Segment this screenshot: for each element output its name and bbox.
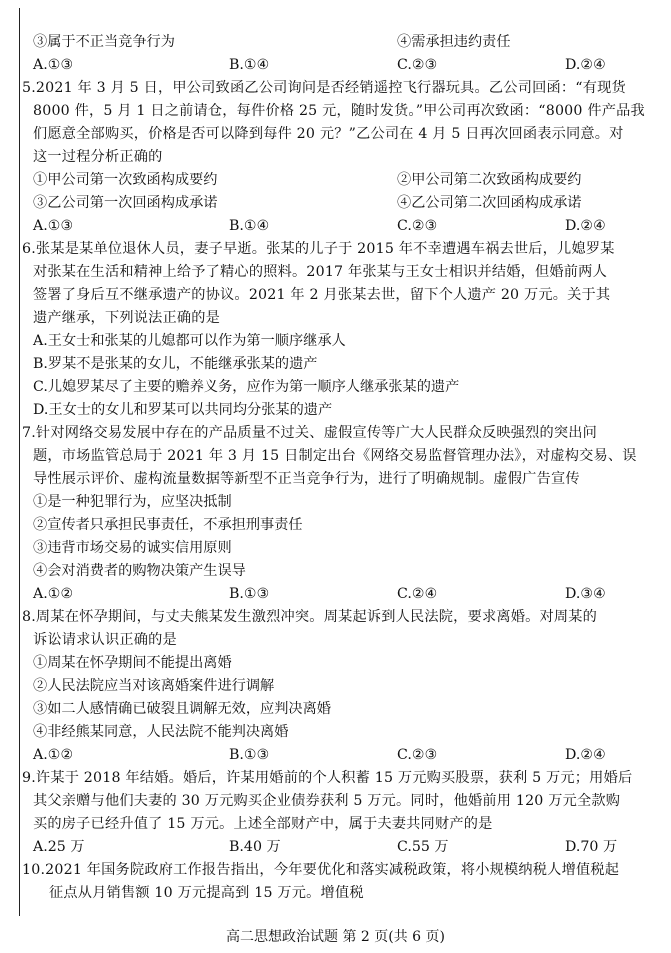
q9-choice-c: C.55 万 xyxy=(397,839,449,855)
q8-choice-b: B.①③ xyxy=(229,747,270,763)
q7-item-1: ①是一种犯罪行为，应坚决抵制 xyxy=(33,494,232,510)
q5-item-2: ②甲公司第二次致函构成要约 xyxy=(397,172,582,188)
q4-choice-b: B.①④ xyxy=(229,57,270,73)
q6-stem-line: 对张某在生活和精神上给予了精心的照料。2017 年张某与王女士相识并结婚，但婚前两人 xyxy=(33,264,607,280)
q8-stem-line: 8.周某在怀孕期间，与丈夫熊某发生激烈冲突。周某起诉到人民法院，要求离婚。对周某的 xyxy=(22,609,598,625)
q7-choice-c: C.②④ xyxy=(397,586,438,602)
q9-choice-a: A.25 万 xyxy=(33,839,85,855)
q6-choice-c: C.儿媳罗某尽了主要的赡养义务，应作为第一顺序人继承张某的遗产 xyxy=(33,379,460,395)
q7-choice-d: D.③④ xyxy=(565,586,606,602)
q8-item-4: ④非经熊某同意，人民法院不能判决离婚 xyxy=(33,724,289,740)
q5-stem-line: 们愿意全部购买，价格是否可以降到每件 20 元？”乙公司在 4 月 5 日再次回函表示同意。对 xyxy=(33,126,624,142)
q5-stem-line: 8000 件，5 月 1 日之前请仓，每件价格 25 元，随时发货。”甲公司再次致函：“8000 件产品我 xyxy=(33,103,645,119)
q6-choice-a: A.王女士和张某的儿媳都可以作为第一顺序继承人 xyxy=(33,333,346,349)
q6-choice-d: D.王女士的女儿和罗某可以共同均分张某的遗产 xyxy=(33,402,333,418)
q9-stem-line: 其父亲赠与他们夫妻的 30 万元购买企业债券获利 5 万元。同时，他婚前用 120 万元全款购 xyxy=(33,793,621,809)
q7-choice-a: A.①② xyxy=(33,586,74,602)
q5-choice-d: D.②④ xyxy=(565,218,606,234)
q7-item-4: ④会对消费者的购物决策产生误导 xyxy=(33,563,246,579)
q10-stem-line: 征点从月销售额 10 万元提高到 15 万元。增值税 xyxy=(49,885,364,901)
q8-choice-d: D.②④ xyxy=(565,747,606,763)
q8-item-1: ①周某在怀孕期间不能提出离婚 xyxy=(33,655,232,671)
q7-choice-b: B.①③ xyxy=(229,586,270,602)
q9-stem-line: 9.许某于 2018 年结婚。婚后，许某用婚前的个人积蓄 15 万元购买股票，获利 5 万元；用婚后 xyxy=(22,770,633,786)
q8-stem-line: 诉讼请求认识正确的是 xyxy=(33,632,177,648)
q4-item-4: ④需承担违约责任 xyxy=(397,34,511,50)
q8-choice-c: C.②③ xyxy=(397,747,438,763)
q7-item-2: ②宣传者只承担民事责任，不承担刑事责任 xyxy=(33,517,303,533)
q7-item-3: ③违背市场交易的诚实信用原则 xyxy=(33,540,232,556)
q8-choice-a: A.①② xyxy=(33,747,74,763)
q9-choice-b: B.40 万 xyxy=(229,839,281,855)
q5-stem-line: 这一过程分析正确的 xyxy=(33,149,163,165)
binding-margin-line xyxy=(19,8,20,916)
q4-item-3: ③属于不正当竞争行为 xyxy=(33,34,175,50)
q5-item-4: ④乙公司第二次回函构成承诺 xyxy=(397,195,582,211)
q7-stem-line: 7.针对网络交易发展中存在的产品质量不过关、虚假宣传等广大人民群众反映强烈的突出问 xyxy=(22,425,598,441)
q5-stem-line: 5.2021 年 3 月 5 日，甲公司致函乙公司询问是否经销遥控飞行器玩具。乙公司回函：“有现货 xyxy=(22,80,626,96)
q4-choice-d: D.②④ xyxy=(565,57,606,73)
page-footer: 高二思想政治试题 第 2 页(共 6 页) xyxy=(226,929,445,945)
q8-item-3: ③如二人感情确已破裂且调解无效，应判决离婚 xyxy=(33,701,331,717)
q7-stem-line: 题，市场监管总局于 2021 年 3 月 15 日制定出台《网络交易监督管理办法》，对虚构交易、误 xyxy=(33,448,637,464)
q5-choice-b: B.①④ xyxy=(229,218,270,234)
q9-stem-line: 买的房子已经升值了 15 万元。上述全部财产中，属于夫妻共同财产的是 xyxy=(33,816,493,832)
q5-item-3: ③乙公司第一次回函构成承诺 xyxy=(33,195,218,211)
q6-choice-b: B.罗某不是张某的女儿，不能继承张某的遗产 xyxy=(33,356,318,372)
q9-choice-d: D.70 万 xyxy=(565,839,618,855)
q7-stem-line: 导性展示评价、虚构流量数据等新型不正当竞争行为，进行了明确规制。虚假广告宣传 xyxy=(33,471,580,487)
q5-item-1: ①甲公司第一次致函构成要约 xyxy=(33,172,218,188)
q4-choice-c: C.②③ xyxy=(397,57,438,73)
q10-stem-line: 10.2021 年国务院政府工作报告指出，今年要优化和落实减税政策，将小规模纳税人增值税起 xyxy=(22,862,620,878)
q5-choice-a: A.①③ xyxy=(33,218,74,234)
q4-choice-a: A.①③ xyxy=(33,57,74,73)
q8-item-2: ②人民法院应当对该离婚案件进行调解 xyxy=(33,678,275,694)
q6-stem-line: 6.张某是某单位退休人员，妻子早逝。张某的儿子于 2015 年不幸遭遇车祸去世后，儿媳罗某 xyxy=(22,241,615,257)
q6-stem-line: 遗产继承，下列说法正确的是 xyxy=(33,310,221,326)
q6-stem-line: 签署了身后互不继承遗产的协议。2021 年 2 月张某去世，留下个人遗产 20 万元。关于其 xyxy=(33,287,611,303)
q5-choice-c: C.②③ xyxy=(397,218,438,234)
